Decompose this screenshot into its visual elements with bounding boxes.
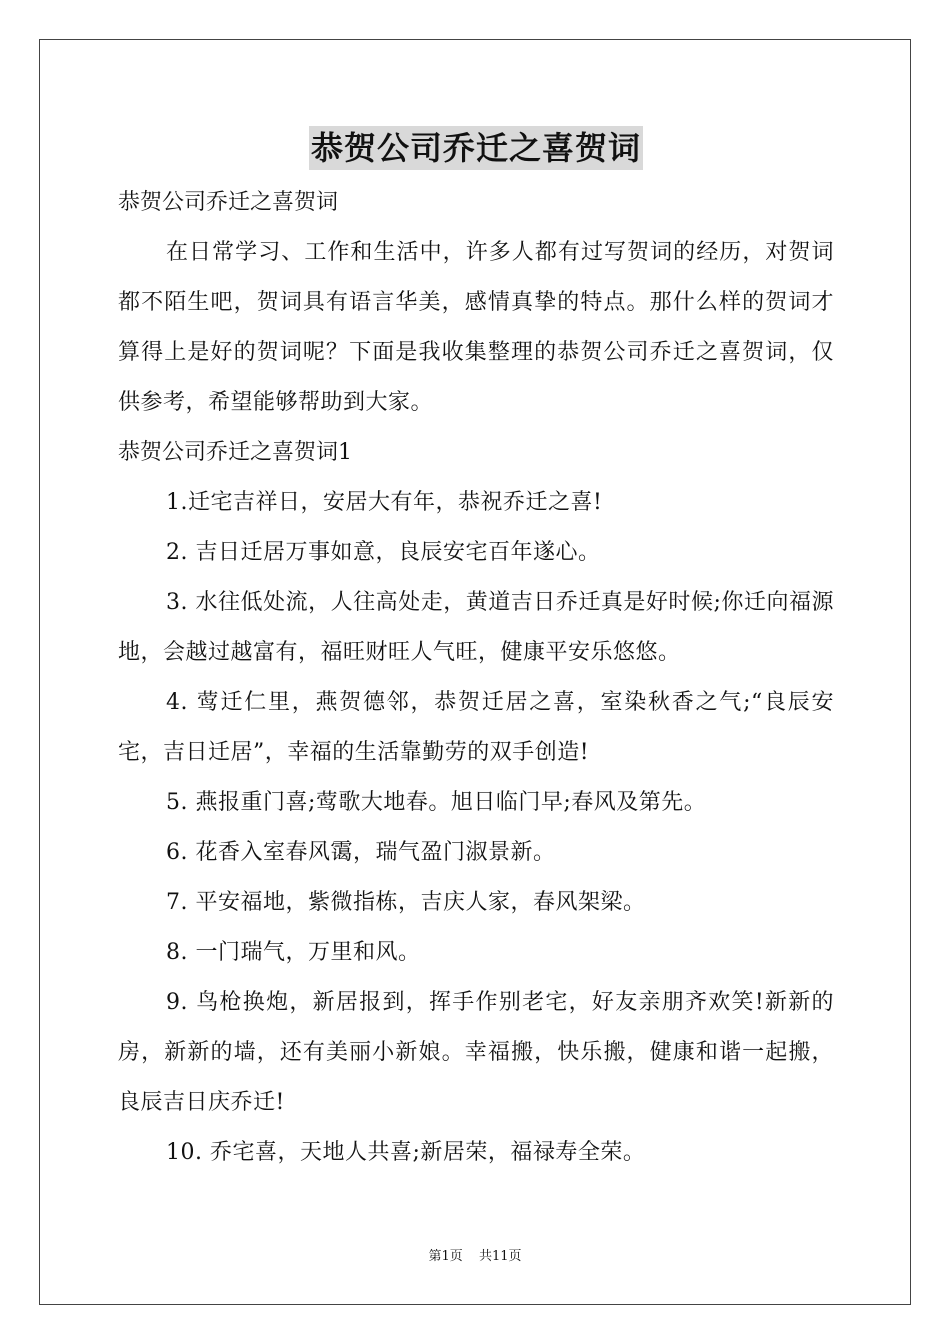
document-subtitle: 恭贺公司乔迁之喜贺词 <box>118 190 339 215</box>
list-item: 1.迁宅吉祥日，安居大有年，恭祝乔迁之喜! <box>166 490 603 515</box>
list-item: 6. 花香入室春风霭，瑞气盈门淑景新。 <box>166 840 556 865</box>
document-title: 恭贺公司乔迁之喜贺词 <box>309 126 643 170</box>
document-body <box>118 126 834 1178</box>
section-heading: 恭贺公司乔迁之喜贺词1 <box>118 440 352 465</box>
list-item: 10. 乔宅喜，天地人共喜;新居荣，福禄寿全荣。 <box>166 1140 646 1165</box>
title-block <box>118 126 834 170</box>
list-item: 9. 鸟枪换炮，新居报到，挥手作别老宅，好友亲朋齐欢笑!新新的房，新新的墙，还有美丽小新娘。幸福搬，快乐搬，健康和谐一起搬，良辰吉日庆乔迁! <box>118 990 834 1115</box>
list-item: 3. 水往低处流，人往高处走，黄道吉日乔迁真是好时候;你迁向福源地，会越过越富有，福旺财旺人气旺，健康平安乐悠悠。 <box>118 590 834 665</box>
page-number-total: 共11页 <box>478 1249 522 1264</box>
list-item: 7. 平安福地，紫微指栋，吉庆人家，春风架梁。 <box>166 890 646 915</box>
intro-paragraph: 在日常学习、工作和生活中，许多人都有过写贺词的经历，对贺词都不陌生吧，贺词具有语言华美，感情真挚的特点。那什么样的贺词才算得上是好的贺词呢？下面是我收集整理的恭贺公司乔迁之喜贺词，仅供参考，希望能够帮助到大家。 <box>118 240 834 415</box>
page-number-current: 第1页 <box>428 1249 463 1264</box>
list-item: 5. 燕报重门喜;莺歌大地春。旭日临门早;春风及第先。 <box>166 790 707 815</box>
page-footer <box>0 1248 950 1266</box>
list-item: 4. 莺迁仁里，燕贺德邻，恭贺迁居之喜，室染秋香之气;“良辰安宅，吉日迁居”，幸福的生活靠勤劳的双手创造! <box>118 690 834 765</box>
list-item: 2. 吉日迁居万事如意，良辰安宅百年遂心。 <box>166 540 601 565</box>
list-item: 8. 一门瑞气，万里和风。 <box>166 940 421 965</box>
